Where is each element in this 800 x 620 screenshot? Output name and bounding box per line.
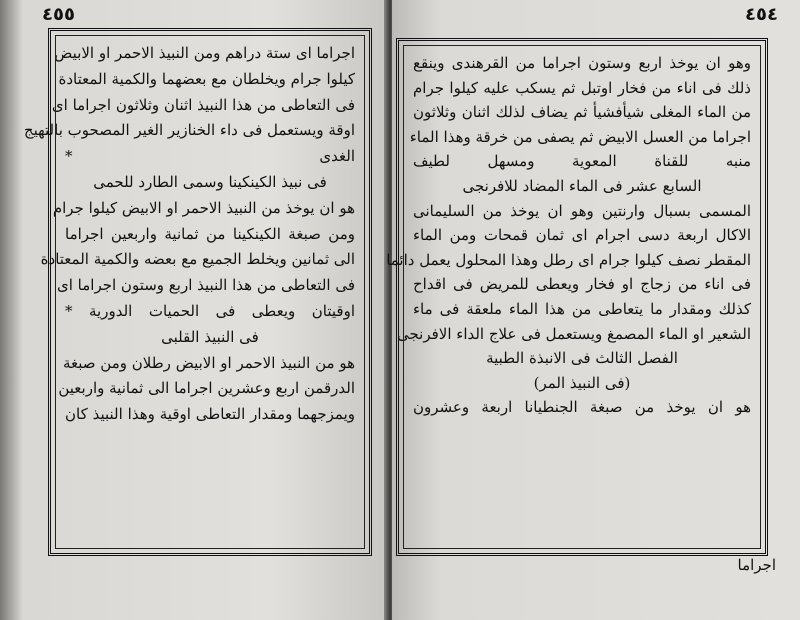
text-line: هو ان يوخذ من صبغة الجنطيانا اربعة وعشرون bbox=[413, 398, 751, 417]
text-block bbox=[386, 51, 751, 543]
text-line: (فى النبيذ المر) bbox=[533, 373, 631, 392]
text-line: فى التعاطى من هذا النبيذ اربع وستون اجراما اى bbox=[57, 276, 355, 295]
text-line: اوقة ويستعمل فى داء الخنازير الغير المصحوب بالتهيج bbox=[23, 121, 355, 140]
right-page bbox=[386, 0, 800, 620]
text-frame bbox=[386, 38, 768, 556]
text-line: كيلوا جرام ويخلطان مع بعضهما والكمية المعتادة bbox=[58, 69, 355, 88]
text-block bbox=[23, 41, 355, 543]
catchword: اجراما bbox=[737, 556, 776, 574]
text-line: فى نبيذ الكينكينا وسمى الطارد للحمى bbox=[93, 172, 327, 191]
left-page bbox=[0, 0, 388, 620]
text-line: فى التعاطى من هذا النبيذ اثنان وثلاثون اجراما اى bbox=[51, 95, 355, 114]
text-line: وهو ان يوخذ اربع وستون اجراما من القرهندى وينقع bbox=[413, 54, 751, 72]
text-line: اوقيتان ويعطى فى الحميات الدورية * bbox=[65, 301, 355, 320]
text-line: الشعير او الماء المصمغ ويستعمل فى علاج الداء الافرنجى bbox=[396, 324, 751, 343]
text-frame bbox=[23, 28, 372, 556]
text-line: اجراما اى ستة دراهم ومن النبيذ الاحمر او الابيض bbox=[54, 44, 355, 62]
text-line: ذلك فى اناء من فخار اوتبل ثم يسكب عليه كيلوا جرام bbox=[413, 78, 751, 97]
text-line: هو من النبيذ الاحمر او الابيض رطلان ومن صبغة bbox=[63, 353, 355, 372]
text-line: ويمزجهما ومقدار التعاطى اوقية وهذا النبيذ كان bbox=[65, 405, 355, 424]
text-line: الغدى * bbox=[65, 147, 355, 166]
text-line: السابع عشر فى الماء المضاد للافرنجى bbox=[462, 176, 702, 195]
text-line: الدرقمن اربع وعشرين اجراما الى ثمانية واربعين bbox=[58, 379, 355, 398]
text-line: الفصل الثالث فى الانبذة الطبية bbox=[486, 349, 678, 368]
page-number: ٤٥٤ bbox=[745, 4, 778, 25]
text-line: الى ثمانين ويخلط الجميع مع بعضه والكمية المعتادة bbox=[40, 250, 355, 269]
text-line: فى النبيذ القلبى bbox=[161, 327, 259, 346]
text-line: منبه للقناة المعوية ومسهل لطيف bbox=[413, 152, 751, 171]
text-line: كذلك ومقدار ما يتعاطى من هذا الماء ملعقة فى ماء bbox=[413, 299, 751, 318]
text-line: هو ان يوخذ من النبيذ الاحمر او الابيض كيلوا جرام bbox=[52, 198, 355, 217]
page-edge-shadow bbox=[0, 0, 22, 620]
text-line: اجراما من العسل الابيض ثم يصفى من خرقة وهذا الماء bbox=[409, 127, 751, 146]
text-line: من الماء المغلى شيأفشيأ ثم يضاف لذلك اثنان وثلاثون bbox=[413, 103, 751, 122]
text-line: فى اناء من زجاج او فخار ويعطى للمريض فى اقداح bbox=[413, 275, 751, 294]
page-number: ٤٥٥ bbox=[42, 4, 75, 25]
text-line: المسمى بسبال وارنتين وهو ان يوخذ من السليمانى bbox=[413, 201, 751, 220]
text-line: المقطر نصف كيلوا جرام اى رطل وهذا المحلول يعمل دائما bbox=[386, 250, 751, 269]
text-line: ومن صبغة الكينكينا من ثمانية واربعين اجراما bbox=[65, 224, 355, 243]
text-line: الاكال اربعة دسى اجرام اى ثمان قمحات ومن الماء bbox=[413, 226, 751, 245]
